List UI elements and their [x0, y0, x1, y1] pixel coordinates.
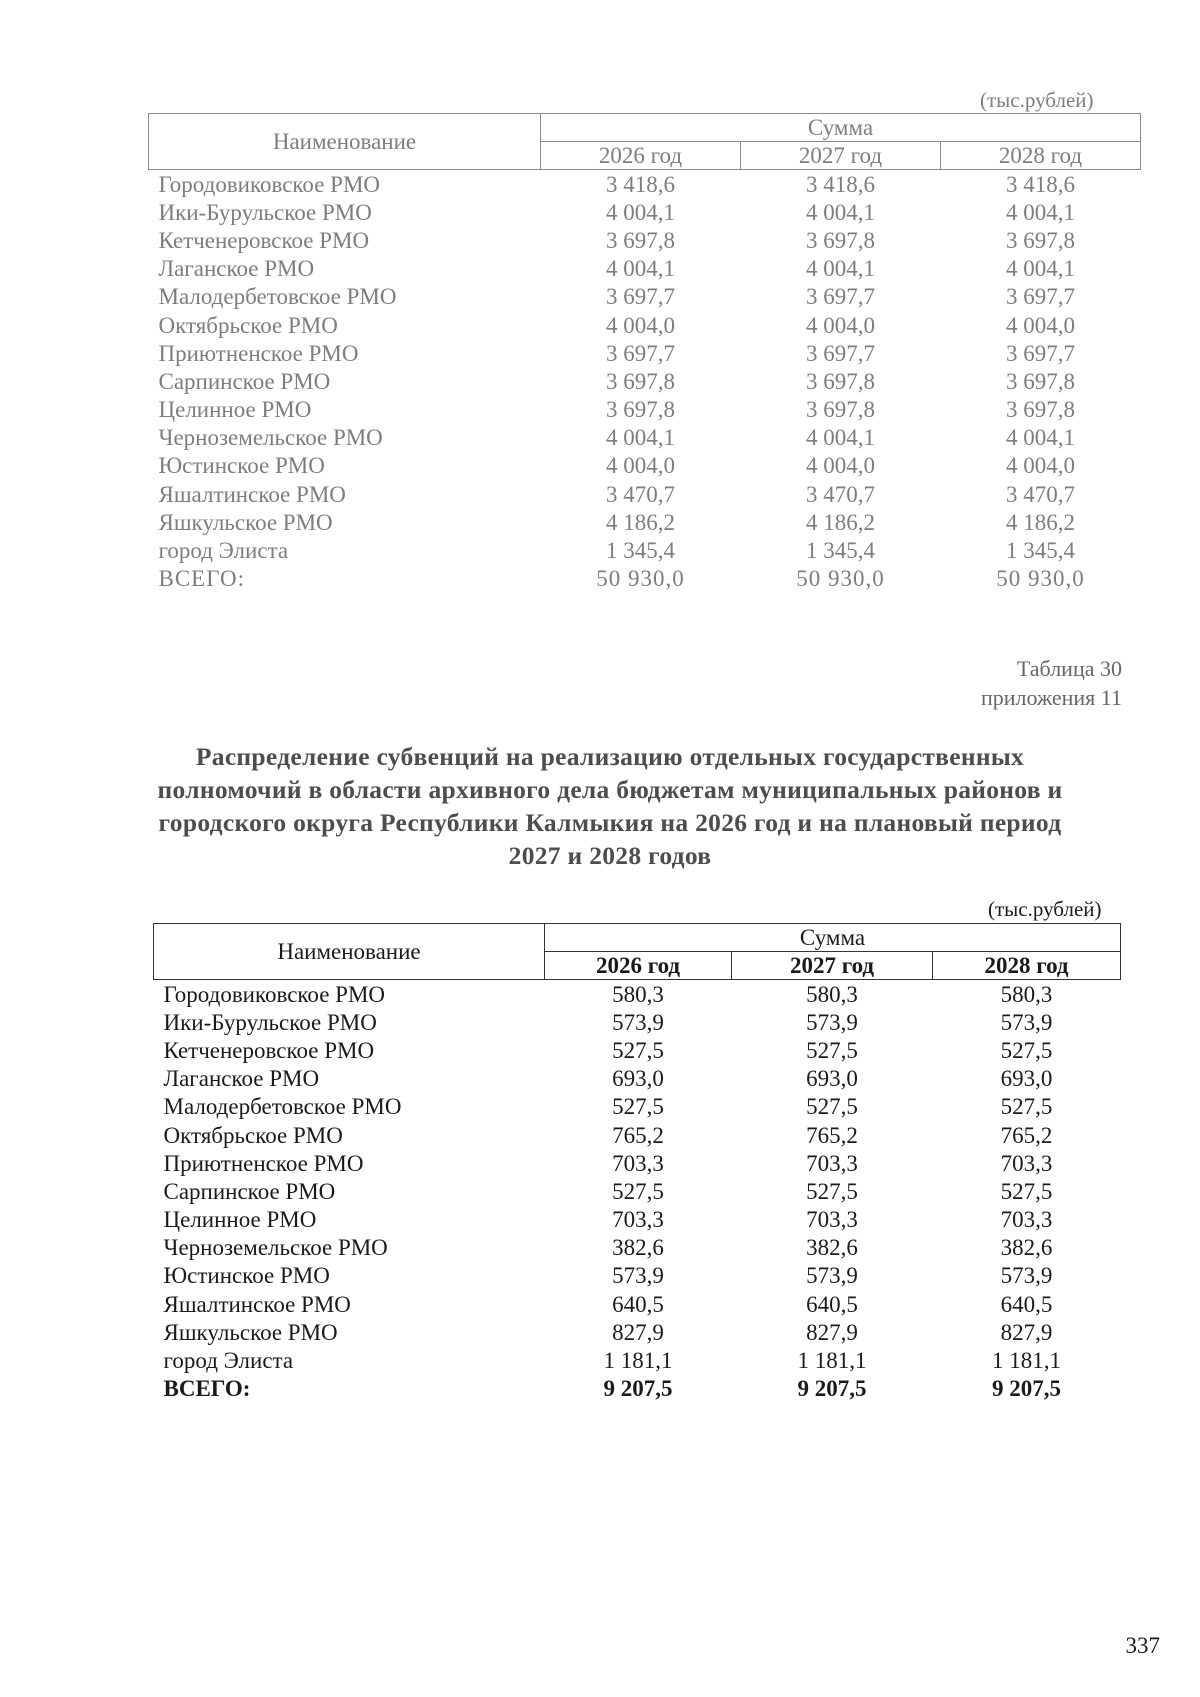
amount-cell: 640,5	[1000, 1291, 1053, 1317]
document-heading: Распределение субвенций на реализацию отдельных государственных полномочий в области архивного дела бюджетам муниципальных районов и городского округа Республики Калмыкия на 2026 год и на плановый период 2027 и 2028 годов	[157, 742, 1063, 870]
amount-cell: 765,2	[1000, 1122, 1053, 1148]
total-label: ВСЕГО:	[163, 1376, 251, 1402]
page-number: 337	[1125, 1633, 1160, 1658]
district-name: Ики-Бурульское РМО	[158, 199, 372, 225]
table-row	[149, 536, 1141, 564]
bottom-header-name: Наименование	[154, 924, 545, 980]
amount-cell: 527,5	[612, 1178, 664, 1204]
amount-cell: 703,3	[612, 1207, 664, 1233]
table-row	[149, 367, 1141, 395]
district-name: Яшкульское РМО	[158, 509, 333, 535]
table-row	[154, 1234, 1121, 1262]
amount-cell: 580,3	[612, 981, 664, 1007]
bottom-header-year-2028: 2028 год	[933, 952, 1121, 980]
amount-cell: 4 186,2	[1006, 509, 1075, 535]
amount-cell: 527,5	[1000, 1178, 1053, 1204]
amount-cell: 3 697,7	[1006, 284, 1075, 310]
amount-cell: 827,9	[1000, 1319, 1053, 1345]
district-name: Малодербетовское РМО	[158, 284, 397, 310]
amount-cell: 1 345,4	[806, 538, 875, 564]
bottom-header-sum: Сумма	[545, 924, 1121, 952]
amount-cell: 527,5	[1000, 1037, 1053, 1063]
district-name: Яшалтинское РМО	[158, 481, 346, 507]
amount-cell: 4 004,0	[1006, 453, 1075, 479]
table-row	[154, 1346, 1121, 1374]
district-name: Малодербетовское РМО	[163, 1094, 402, 1120]
top-header-year-2028: 2028 год	[941, 142, 1141, 170]
district-name: Городовиковское РМО	[158, 171, 381, 197]
total-row	[154, 1375, 1121, 1403]
amount-cell: 580,3	[806, 981, 858, 1007]
table-row	[154, 1177, 1121, 1205]
total-row	[149, 565, 1141, 593]
table-row	[149, 424, 1141, 452]
amount-cell: 573,9	[1000, 1263, 1053, 1289]
amount-cell: 4 004,0	[1006, 312, 1075, 338]
table-number: Таблица 30	[1016, 656, 1122, 681]
top-header-name: Наименование	[149, 114, 541, 170]
district-name: Ики-Бурульское РМО	[163, 1009, 377, 1035]
amount-cell: 527,5	[806, 1037, 858, 1063]
amount-cell: 4 186,2	[806, 509, 875, 535]
amount-cell: 50 930,0	[996, 566, 1085, 592]
amount-cell: 4 004,1	[806, 199, 875, 225]
district-name: Приютненское РМО	[158, 340, 359, 366]
top-table-body	[149, 170, 1141, 593]
amount-cell: 573,9	[806, 1263, 858, 1289]
amount-cell: 1 345,4	[1006, 538, 1075, 564]
amount-cell: 3 697,7	[806, 340, 875, 366]
amount-cell: 573,9	[806, 1009, 858, 1035]
amount-cell: 703,3	[1000, 1207, 1053, 1233]
district-name: Кетченеровское РМО	[158, 227, 370, 253]
bottom-budget-table	[153, 923, 1121, 1403]
table-row	[154, 1036, 1121, 1064]
table-row	[154, 1065, 1121, 1093]
table-row	[149, 198, 1141, 226]
top-header-year-2027: 2027 год	[741, 142, 941, 170]
table-row	[154, 1290, 1121, 1318]
district-name: Юстинское РМО	[158, 453, 325, 479]
amount-cell: 1 181,1	[603, 1348, 673, 1374]
table-row	[149, 311, 1141, 339]
table-row	[154, 1262, 1121, 1290]
table-row	[149, 396, 1141, 424]
amount-cell: 3 697,8	[806, 227, 875, 253]
amount-cell: 4 004,0	[606, 312, 675, 338]
amount-cell: 3 470,7	[806, 481, 875, 507]
amount-cell: 527,5	[612, 1037, 664, 1063]
table-row	[154, 980, 1121, 1009]
amount-cell: 703,3	[806, 1207, 858, 1233]
table-row	[149, 339, 1141, 367]
amount-cell: 9 207,5	[992, 1376, 1061, 1402]
district-name: Лаганское РМО	[158, 256, 315, 282]
table-label	[981, 654, 1122, 712]
amount-cell: 640,5	[612, 1291, 664, 1317]
amount-cell: 693,0	[612, 1066, 664, 1092]
amount-cell: 4 004,1	[606, 425, 675, 451]
amount-cell: 765,2	[612, 1122, 664, 1148]
amount-cell: 527,5	[806, 1094, 858, 1120]
table-row	[149, 170, 1141, 199]
district-name: Кетченеровское РМО	[163, 1037, 375, 1063]
amount-cell: 9 207,5	[797, 1376, 867, 1402]
amount-cell: 3 418,6	[806, 171, 875, 197]
amount-cell: 3 418,6	[606, 171, 675, 197]
table-row	[154, 1093, 1121, 1121]
amount-cell: 3 697,8	[806, 368, 875, 394]
amount-cell: 3 697,8	[606, 368, 675, 394]
amount-cell: 9 207,5	[603, 1376, 673, 1402]
amount-cell: 640,5	[806, 1291, 858, 1317]
amount-cell: 3 418,6	[1006, 171, 1075, 197]
amount-cell: 1 181,1	[797, 1348, 867, 1374]
district-name: Приютненское РМО	[163, 1150, 364, 1176]
amount-cell: 3 470,7	[1006, 481, 1075, 507]
district-name: Лаганское РМО	[163, 1066, 320, 1092]
district-name: Черноземельское РМО	[158, 425, 383, 451]
amount-cell: 703,3	[806, 1150, 858, 1176]
table-row	[149, 480, 1141, 508]
amount-cell: 3 697,8	[1006, 368, 1075, 394]
amount-cell: 3 697,7	[806, 284, 875, 310]
amount-cell: 3 470,7	[606, 481, 675, 507]
bottom-header-year-2027: 2027 год	[732, 952, 933, 980]
amount-cell: 703,3	[1000, 1150, 1053, 1176]
amount-cell: 4 004,1	[606, 256, 675, 282]
amount-cell: 3 697,7	[1006, 340, 1075, 366]
amount-cell: 4 004,0	[806, 453, 875, 479]
amount-cell: 4 004,1	[806, 425, 875, 451]
amount-cell: 573,9	[1000, 1009, 1053, 1035]
amount-cell: 4 186,2	[606, 509, 675, 535]
amount-cell: 50 930,0	[796, 566, 885, 592]
amount-cell: 693,0	[806, 1066, 858, 1092]
total-label: ВСЕГО:	[158, 566, 245, 592]
amount-cell: 3 697,8	[806, 397, 875, 423]
district-name: Яшалтинское РМО	[163, 1291, 351, 1317]
amount-cell: 1 345,4	[606, 538, 675, 564]
district-name: Яшкульское РМО	[163, 1319, 338, 1345]
district-name: Городовиковское РМО	[163, 981, 386, 1007]
district-name: Сарпинское РМО	[163, 1178, 336, 1204]
table-row	[154, 1008, 1121, 1036]
amount-cell: 382,6	[806, 1235, 858, 1261]
district-name: город Элиста	[158, 538, 289, 564]
amount-cell: 3 697,7	[606, 340, 675, 366]
amount-cell: 527,5	[806, 1178, 858, 1204]
amount-cell: 693,0	[1000, 1066, 1053, 1092]
amount-cell: 527,5	[612, 1094, 664, 1120]
amount-cell: 4 004,1	[1006, 425, 1075, 451]
amount-cell: 382,6	[612, 1235, 664, 1261]
table-row	[154, 1206, 1121, 1234]
amount-cell: 765,2	[806, 1122, 858, 1148]
amount-cell: 3 697,8	[1006, 397, 1075, 423]
district-name: Октябрьское РМО	[163, 1122, 343, 1148]
table-row	[149, 508, 1141, 536]
amount-cell: 827,9	[806, 1319, 858, 1345]
amount-cell: 4 004,0	[606, 453, 675, 479]
amount-cell: 50 930,0	[596, 566, 685, 592]
amount-cell: 573,9	[612, 1009, 664, 1035]
table-row	[154, 1318, 1121, 1346]
district-name: Юстинское РМО	[163, 1263, 330, 1289]
table-row	[149, 255, 1141, 283]
table-row	[149, 226, 1141, 254]
bottom-table-body	[154, 980, 1121, 1403]
amount-cell: 527,5	[1000, 1094, 1053, 1120]
district-name: Октябрьское РМО	[158, 312, 338, 338]
bottom-header-year-2026: 2026 год	[545, 952, 732, 980]
district-name: город Элиста	[163, 1348, 294, 1374]
top-header-year-2026: 2026 год	[541, 142, 741, 170]
top-header-sum: Сумма	[541, 114, 1141, 142]
amount-cell: 3 697,8	[606, 227, 675, 253]
district-name: Целинное РМО	[158, 397, 312, 423]
amount-cell: 382,6	[1000, 1235, 1053, 1261]
amount-cell: 703,3	[612, 1150, 664, 1176]
amount-cell: 573,9	[612, 1263, 664, 1289]
amount-cell: 4 004,1	[1006, 256, 1075, 282]
amount-cell: 3 697,8	[1006, 227, 1075, 253]
top-table-units: (тыс.рублей)	[980, 88, 1094, 112]
table-row	[149, 452, 1141, 480]
amount-cell: 4 004,0	[806, 312, 875, 338]
amount-cell: 4 004,1	[806, 256, 875, 282]
appendix-number: приложения 11	[980, 685, 1122, 710]
district-name: Черноземельское РМО	[163, 1235, 388, 1261]
amount-cell: 827,9	[612, 1319, 664, 1345]
table-row	[154, 1149, 1121, 1177]
amount-cell: 3 697,8	[606, 397, 675, 423]
amount-cell: 1 181,1	[992, 1348, 1061, 1374]
district-name: Сарпинское РМО	[158, 368, 331, 394]
amount-cell: 4 004,1	[606, 199, 675, 225]
amount-cell: 4 004,1	[1006, 199, 1075, 225]
top-budget-table	[148, 113, 1141, 593]
table-row	[149, 283, 1141, 311]
table-row	[154, 1121, 1121, 1149]
district-name: Целинное РМО	[163, 1207, 317, 1233]
amount-cell: 580,3	[1000, 981, 1053, 1007]
amount-cell: 3 697,7	[606, 284, 675, 310]
bottom-table-units: (тыс.рублей)	[988, 897, 1102, 921]
